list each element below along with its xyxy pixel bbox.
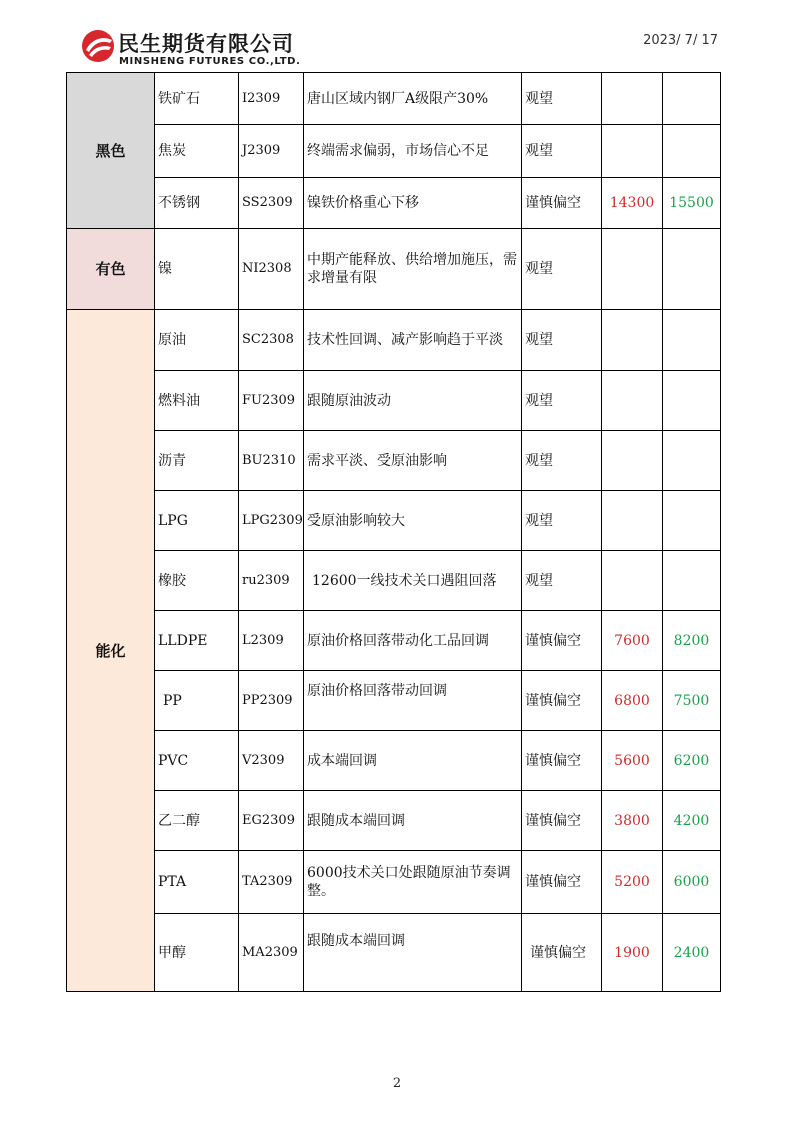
table-row — [67, 371, 721, 431]
logic-text: 跟随成本端回调 — [304, 914, 522, 992]
high-price: 6000 — [663, 851, 721, 914]
table-row — [67, 125, 721, 178]
table-row — [67, 310, 721, 371]
view-text: 观望 — [522, 371, 602, 431]
contract-code: SC2308 — [239, 310, 304, 371]
contract-code: BU2310 — [239, 431, 304, 491]
product-name: 焦炭 — [155, 125, 239, 178]
table-row — [67, 491, 721, 551]
high-price — [663, 310, 721, 371]
product-name: 镍 — [155, 229, 239, 310]
page-header — [0, 0, 794, 72]
product-name: 原油 — [155, 310, 239, 371]
product-name: PVC — [155, 731, 239, 791]
table-row — [67, 611, 721, 671]
low-price — [602, 73, 663, 125]
logic-text: 成本端回调 — [304, 731, 522, 791]
product-name: 燃料油 — [155, 371, 239, 431]
view-text: 观望 — [522, 431, 602, 491]
view-text: 观望 — [522, 229, 602, 310]
product-name: 不锈钢 — [155, 178, 239, 229]
logic-text: 需求平淡、受原油影响 — [304, 431, 522, 491]
sector-black: 黑色 — [67, 73, 155, 229]
low-price: 14300 — [602, 178, 663, 229]
view-text: 观望 — [522, 310, 602, 371]
logic-text: 跟随成本端回调 — [304, 791, 522, 851]
table-row — [67, 178, 721, 229]
low-price: 3800 — [602, 791, 663, 851]
high-price — [663, 491, 721, 551]
product-name: 乙二醇 — [155, 791, 239, 851]
product-name: LLDPE — [155, 611, 239, 671]
high-price: 7500 — [663, 671, 721, 731]
logic-text: 中期产能释放、供给增加施压，需求增量有限 — [304, 229, 522, 310]
low-price — [602, 125, 663, 178]
high-price — [663, 371, 721, 431]
table-row — [67, 671, 721, 731]
contract-code: EG2309 — [239, 791, 304, 851]
report-date: 2023/ 7/ 17 — [643, 33, 718, 48]
product-name: 甲醇 — [155, 914, 239, 992]
logic-text: 技术性回调、减产影响趋于平淡 — [304, 310, 522, 371]
contract-code: I2309 — [239, 73, 304, 125]
logic-text: 6000技术关口处跟随原油节奏调整。 — [304, 851, 522, 914]
low-price — [602, 491, 663, 551]
contract-code: TA2309 — [239, 851, 304, 914]
product-name: PTA — [155, 851, 239, 914]
contract-code: LPG2309 — [239, 491, 304, 551]
contract-code: SS2309 — [239, 178, 304, 229]
low-price — [602, 310, 663, 371]
view-text: 谨慎偏空 — [522, 671, 602, 731]
table-row — [67, 914, 721, 992]
high-price: 15500 — [663, 178, 721, 229]
contract-code: ru2309 — [239, 551, 304, 611]
view-text: 谨慎偏空 — [522, 178, 602, 229]
view-text: 观望 — [522, 125, 602, 178]
table-row — [67, 73, 721, 125]
view-text: 观望 — [522, 551, 602, 611]
view-text: 谨慎偏空 — [522, 611, 602, 671]
sector-energy: 能化 — [67, 310, 155, 992]
logic-text: 12600一线技术关口遇阻回落 — [304, 551, 522, 611]
logic-text: 受原油影响较大 — [304, 491, 522, 551]
page-number: 2 — [392, 1076, 402, 1091]
contract-code: J2309 — [239, 125, 304, 178]
contract-code: MA2309 — [239, 914, 304, 992]
low-price — [602, 371, 663, 431]
table-row — [67, 229, 721, 310]
product-name: 铁矿石 — [155, 73, 239, 125]
logic-text: 镍铁价格重心下移 — [304, 178, 522, 229]
logic-text: 跟随原油波动 — [304, 371, 522, 431]
contract-code: NI2308 — [239, 229, 304, 310]
high-price — [663, 125, 721, 178]
brand-name-cn: 民生期货有限公司 — [118, 32, 294, 56]
view-text: 谨慎偏空 — [522, 914, 602, 992]
high-price — [663, 551, 721, 611]
high-price: 8200 — [663, 611, 721, 671]
sector-nonferrous: 有色 — [67, 229, 155, 310]
high-price: 4200 — [663, 791, 721, 851]
contract-code: PP2309 — [239, 671, 304, 731]
high-price: 2400 — [663, 914, 721, 992]
product-name: LPG — [155, 491, 239, 551]
table-row — [67, 431, 721, 491]
low-price — [602, 431, 663, 491]
low-price: 5600 — [602, 731, 663, 791]
strategy-table — [66, 72, 721, 992]
table-row — [67, 731, 721, 791]
table-row — [67, 791, 721, 851]
contract-code: L2309 — [239, 611, 304, 671]
logic-text: 原油价格回落带动化工品回调 — [304, 611, 522, 671]
contract-code: V2309 — [239, 731, 304, 791]
product-name: 沥青 — [155, 431, 239, 491]
low-price: 6800 — [602, 671, 663, 731]
minsheng-logo-icon — [80, 28, 116, 64]
low-price — [602, 551, 663, 611]
view-text: 谨慎偏空 — [522, 791, 602, 851]
high-price: 6200 — [663, 731, 721, 791]
low-price — [602, 229, 663, 310]
product-name: PP — [155, 671, 239, 731]
view-text: 观望 — [522, 491, 602, 551]
low-price: 5200 — [602, 851, 663, 914]
logic-text: 唐山区域内钢厂A级限产30% — [304, 73, 522, 125]
contract-code: FU2309 — [239, 371, 304, 431]
low-price: 7600 — [602, 611, 663, 671]
table-row — [67, 851, 721, 914]
high-price — [663, 229, 721, 310]
high-price — [663, 73, 721, 125]
low-price: 1900 — [602, 914, 663, 992]
view-text: 谨慎偏空 — [522, 851, 602, 914]
high-price — [663, 431, 721, 491]
table-row — [67, 551, 721, 611]
brand-name-en: MINSHENG FUTURES CO.,LTD. — [119, 56, 301, 67]
logic-text: 终端需求偏弱，市场信心不足 — [304, 125, 522, 178]
logic-text: 原油价格回落带动回调 — [304, 671, 522, 731]
view-text: 谨慎偏空 — [522, 731, 602, 791]
product-name: 橡胶 — [155, 551, 239, 611]
view-text: 观望 — [522, 73, 602, 125]
